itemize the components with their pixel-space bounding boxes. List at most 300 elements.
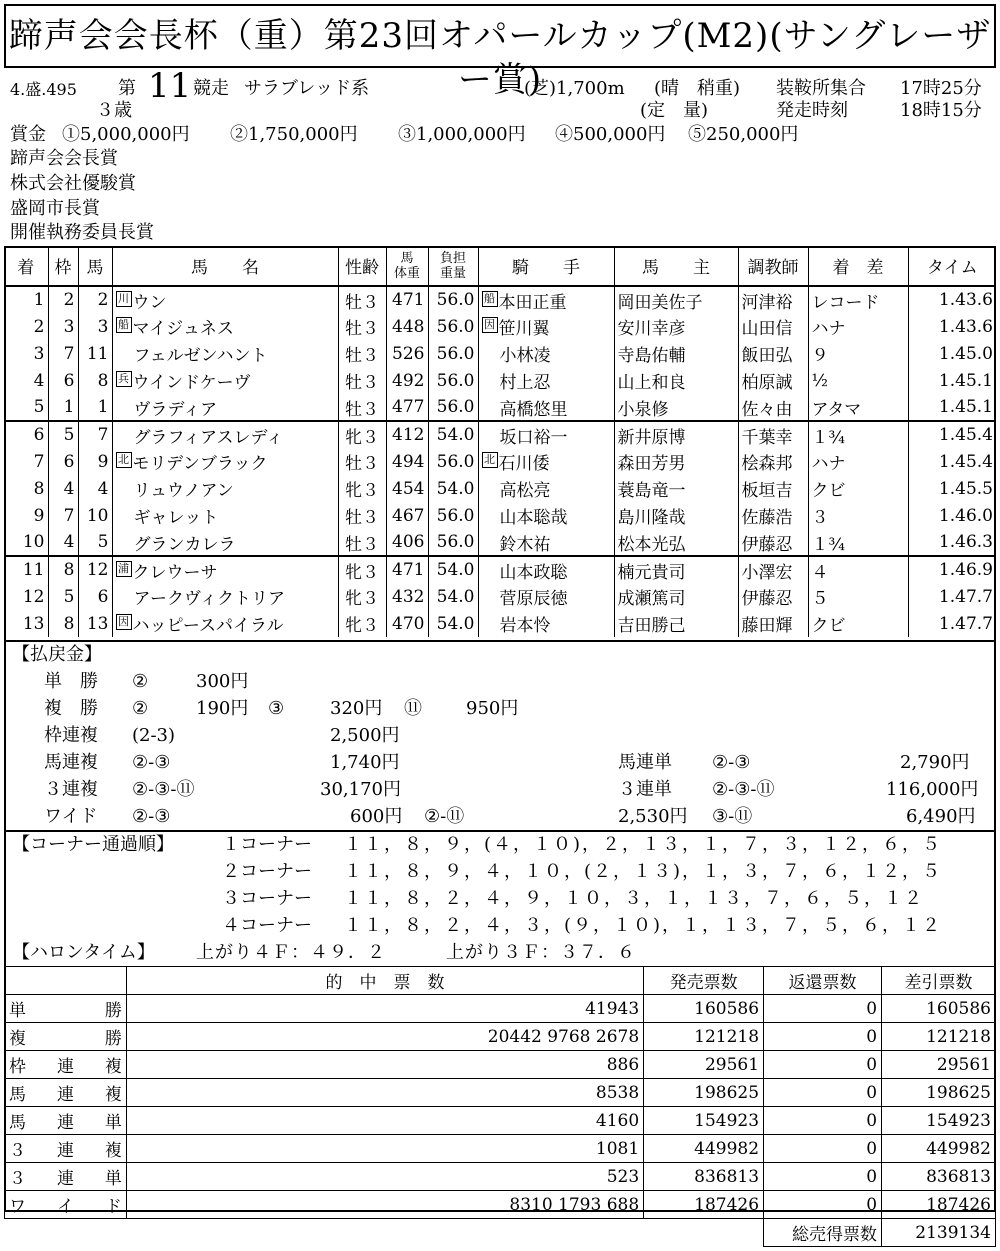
cell-num: 3 xyxy=(78,313,112,340)
votes-label xyxy=(5,1191,127,1219)
cell-time: 1.45.4 xyxy=(938,451,993,472)
affiliation-mark: 船 xyxy=(482,291,498,307)
votes-label-char: 複 xyxy=(104,1141,122,1161)
wide-combo-2: ②-⑪ xyxy=(424,806,465,827)
cell-time: 1.46.9 xyxy=(908,556,996,583)
cell-owner: 蓑島竜一 xyxy=(614,475,738,502)
cell-num: 7 xyxy=(78,421,112,448)
umatan-amount: 2,790円 xyxy=(900,752,970,773)
jockey-name: 村上忍 xyxy=(499,373,551,393)
votes-label xyxy=(5,1023,127,1051)
votes-label-spread xyxy=(9,1136,122,1161)
votes-refund: 0 xyxy=(764,1107,882,1135)
cell-sex-age: 牡３ xyxy=(338,502,386,529)
age-condition: ３歳 xyxy=(96,100,132,121)
cell-rank: 6 xyxy=(4,421,48,448)
cell-rank: 13 xyxy=(4,610,48,637)
affiliation-mark: 因 xyxy=(482,317,498,333)
cell-trainer: 飯田弘 xyxy=(738,340,808,367)
horse-name: グラフィアスレディ xyxy=(133,427,284,448)
sanrentan-amount: 116,000円 xyxy=(886,779,979,800)
weather-track: (晴 稍重) xyxy=(654,78,741,99)
cell-num: 10 xyxy=(78,502,112,529)
cell-num: 9 xyxy=(78,448,112,475)
cell-num: 12 xyxy=(78,556,112,583)
votes-sold: 187426 xyxy=(644,1191,764,1219)
corner-1-label: １コーナー xyxy=(222,834,312,855)
cell-weight: 471 xyxy=(386,286,428,313)
cell-jockey xyxy=(478,367,614,394)
votes-refund: 0 xyxy=(764,1023,882,1051)
votes-label-char: 馬 xyxy=(9,1113,26,1133)
cell-waku: 3 xyxy=(48,313,78,340)
cell-trainer: 藤田輝 xyxy=(738,610,808,637)
votes-label-char: 複 xyxy=(104,1057,122,1077)
award-4: 開催執務委員長賞 xyxy=(10,222,154,243)
fukusho-combo-3: ⑪ xyxy=(404,698,422,719)
horse-name: フェルゼンハント xyxy=(133,346,268,366)
wide-combo-3: ③-⑪ xyxy=(712,806,753,827)
votes-sold: 836813 xyxy=(644,1163,764,1191)
cell-horse xyxy=(112,583,338,610)
results-row xyxy=(4,367,996,394)
cell-horse xyxy=(112,421,338,448)
votes-label xyxy=(5,1107,127,1135)
header-time: タイム xyxy=(908,246,996,286)
cell-sex-age: 牡３ xyxy=(338,286,386,313)
votes-table xyxy=(4,966,996,1247)
header-jockey: 騎 手 xyxy=(478,246,614,286)
results-row xyxy=(4,583,996,610)
header-horse: 馬 名 xyxy=(112,246,338,286)
cell-waku: 6 xyxy=(48,448,78,475)
cell-waku: 7 xyxy=(48,502,78,529)
votes-label-spread xyxy=(9,1080,122,1105)
cell-jockey xyxy=(478,394,614,421)
jockey-name: 笹川翼 xyxy=(498,319,550,339)
votes-label-char: 枠 xyxy=(9,1057,26,1077)
jockey-name: 鈴木祐 xyxy=(499,534,551,555)
header-waku: 枠 xyxy=(48,246,78,286)
umaren-amount: 1,740円 xyxy=(330,752,400,773)
corner-1-order: １１，８，９，(４，１０)，２，１３，１，７，３，１２，６，５ xyxy=(344,834,943,855)
votes-sold: 198625 xyxy=(644,1079,764,1107)
affiliation-mark: 浦 xyxy=(116,561,132,577)
horse-name: マイジュネス xyxy=(132,319,234,339)
award-2: 株式会社優駿賞 xyxy=(10,173,136,194)
race-number: 11 xyxy=(148,66,192,106)
sanrentan-label: ３連単 xyxy=(618,779,672,800)
cell-trainer: 板垣吉 xyxy=(738,475,808,502)
cell-waku: 2 xyxy=(48,286,78,313)
votes-label xyxy=(5,1135,127,1163)
wide-combo-1: ②-③ xyxy=(132,806,171,827)
fukusho-amount-2: 320円 xyxy=(330,698,383,719)
cell-margin: ５ xyxy=(808,583,908,610)
votes-label-char: 馬 xyxy=(9,1085,26,1105)
votes-label-spread xyxy=(9,1108,122,1133)
votes-hit: 8310 1793 688 xyxy=(126,1191,643,1219)
divider-payouts-corners xyxy=(4,830,996,832)
horse-name: アークヴィクトリア xyxy=(133,589,285,609)
votes-body xyxy=(5,995,996,1219)
results-header-row xyxy=(4,246,996,286)
votes-row xyxy=(5,1163,996,1191)
votes-header-sold: 発売票数 xyxy=(644,967,764,995)
cell-num: 5 xyxy=(78,529,112,556)
cell-owner: 山上和良 xyxy=(614,367,738,394)
cell-jockey xyxy=(478,583,614,610)
cell-sex-age: 牝３ xyxy=(338,583,386,610)
prize-3: ③1,000,000円 xyxy=(398,124,526,145)
fukusho-combo-1: ② xyxy=(132,698,149,719)
cell-burden: 54.0 xyxy=(428,421,478,448)
cell-jockey xyxy=(478,313,614,340)
votes-row xyxy=(5,1023,996,1051)
cell-weight: 467 xyxy=(386,502,428,529)
results-row xyxy=(4,556,996,583)
cell-waku: 6 xyxy=(48,367,78,394)
cell-time: 1.45.5 xyxy=(938,478,993,499)
cell-horse xyxy=(112,367,338,394)
fukusho-amount-1: 190円 xyxy=(196,698,249,719)
cell-burden: 54.0 xyxy=(428,556,478,583)
cell-weight: 477 xyxy=(386,394,428,421)
votes-refund: 0 xyxy=(764,1191,882,1219)
votes-row xyxy=(5,995,996,1023)
payout-heading: 【払戻金】 xyxy=(12,644,102,665)
results-body xyxy=(4,286,996,637)
votes-label-spread xyxy=(9,1024,122,1049)
course: (芝)1,700m xyxy=(524,78,625,99)
cell-jockey xyxy=(478,475,614,502)
votes-label-char: 連 xyxy=(56,1169,74,1189)
header-margin: 着 差 xyxy=(808,246,908,286)
votes-label-char: 複 xyxy=(9,1029,26,1049)
cell-burden: 56.0 xyxy=(428,529,478,556)
votes-net: 198625 xyxy=(882,1079,996,1107)
cell-time: 1.46.3 xyxy=(938,532,993,552)
votes-label-char: ド xyxy=(104,1197,122,1217)
votes-net: 160586 xyxy=(882,995,996,1023)
votes-sold: 121218 xyxy=(644,1023,764,1051)
cell-burden: 56.0 xyxy=(428,340,478,367)
cell-burden: 54.0 xyxy=(428,475,478,502)
cell-time: 1.47.7 xyxy=(938,586,993,607)
race-prefix: 第 xyxy=(118,78,136,99)
cell-jockey xyxy=(478,502,614,529)
jockey-name: 山本聡哉 xyxy=(499,508,568,528)
jockey-name: 小林凌 xyxy=(499,346,551,366)
votes-net: 836813 xyxy=(882,1163,996,1191)
cell-owner: 森田芳男 xyxy=(614,448,738,475)
votes-hit: 523 xyxy=(126,1163,643,1191)
cell-jockey xyxy=(478,421,614,448)
jockey-name: 高松亮 xyxy=(499,481,551,501)
total-value: 2139134 xyxy=(882,1219,996,1247)
votes-sold: 449982 xyxy=(644,1135,764,1163)
votes-hit: 886 xyxy=(126,1051,643,1079)
header-weight-bottom: 体重 xyxy=(393,265,420,281)
votes-refund: 0 xyxy=(764,1079,882,1107)
cell-margin: レコード xyxy=(808,286,908,313)
affiliation-mark: 北 xyxy=(482,452,498,468)
cell-weight: 470 xyxy=(386,610,428,637)
cell-sex-age: 牡３ xyxy=(338,448,386,475)
votes-refund: 0 xyxy=(764,1051,882,1079)
votes-label-char: ３ xyxy=(9,1169,26,1189)
post-time: 18時15分 xyxy=(900,100,982,121)
cell-trainer: 伊藤忍 xyxy=(738,583,808,610)
affiliation-mark: 川 xyxy=(116,291,132,307)
fukusho-combo-2: ③ xyxy=(268,698,285,719)
votes-label-char: 連 xyxy=(56,1113,74,1133)
fukusho-amount-3: 950円 xyxy=(466,698,519,719)
jockey-name: 坂口裕一 xyxy=(499,427,568,448)
cell-waku: 1 xyxy=(48,394,78,421)
cell-jockey xyxy=(478,529,614,556)
cell-rank: 12 xyxy=(4,583,48,610)
fukusho-label: 複 勝 xyxy=(44,698,98,719)
corner-4-label: ４コーナー xyxy=(222,915,312,936)
cell-margin: ９ xyxy=(808,340,908,367)
votes-row xyxy=(5,1079,996,1107)
cell-owner: 小泉修 xyxy=(614,394,738,421)
votes-net: 29561 xyxy=(882,1051,996,1079)
cell-horse xyxy=(112,394,338,421)
sanrenpuku-amount: 30,170円 xyxy=(320,779,401,800)
sanrenpuku-label: ３連複 xyxy=(44,779,98,800)
votes-label-char: 単 xyxy=(9,1001,26,1021)
award-1: 蹄声会会長賞 xyxy=(10,148,118,169)
cell-horse xyxy=(112,340,338,367)
votes-header-row xyxy=(5,967,996,995)
cell-rank: 1 xyxy=(4,286,48,313)
votes-hit: 1081 xyxy=(126,1135,643,1163)
cell-trainer: 伊藤忍 xyxy=(738,529,808,556)
votes-label xyxy=(5,995,127,1023)
cell-time: 1.43.6 xyxy=(938,316,993,337)
prize-1: ①5,000,000円 xyxy=(62,124,190,145)
cell-margin: ½ xyxy=(808,367,908,394)
breed: サラブレッド系 xyxy=(244,78,370,99)
furlong-heading: 【ハロンタイム】 xyxy=(12,942,155,963)
results-row xyxy=(4,610,996,637)
votes-net: 187426 xyxy=(882,1191,996,1219)
prize-label: 賞金 xyxy=(10,124,46,145)
horse-name: リュウノアン xyxy=(133,481,234,501)
cell-burden: 56.0 xyxy=(428,502,478,529)
jockey-name: 高橋悠里 xyxy=(499,399,568,420)
sanrenpuku-combo: ②-③-⑪ xyxy=(132,779,195,800)
cell-burden: 56.0 xyxy=(428,313,478,340)
cell-horse xyxy=(112,502,338,529)
cell-owner: 安川幸彦 xyxy=(614,313,738,340)
votes-label-char: 勝 xyxy=(104,1029,122,1049)
cell-horse xyxy=(112,475,338,502)
umaren-label: 馬連複 xyxy=(44,752,98,773)
votes-hit: 20442 9768 2678 xyxy=(126,1023,643,1051)
cell-weight: 494 xyxy=(386,448,428,475)
umatan-label: 馬連単 xyxy=(618,752,672,773)
cell-rank: 10 xyxy=(4,529,48,556)
cell-waku: 4 xyxy=(48,475,78,502)
cell-burden: 56.0 xyxy=(428,367,478,394)
paddock-label: 装鞍所集合 xyxy=(776,78,866,99)
votes-header-hit: 的 中 票 数 xyxy=(126,967,643,995)
cell-num: 11 xyxy=(78,340,112,367)
cell-weight: 454 xyxy=(386,475,428,502)
cell-weight: 432 xyxy=(386,583,428,610)
cell-waku: 5 xyxy=(48,421,78,448)
weight-rule: (定 量) xyxy=(640,100,709,121)
votes-hit: 8538 xyxy=(126,1079,643,1107)
cell-trainer: 千葉幸 xyxy=(738,421,808,448)
cell-rank: 11 xyxy=(4,556,48,583)
cell-horse xyxy=(112,286,338,313)
horse-name: クレウーサ xyxy=(132,562,218,583)
votes-label xyxy=(5,1163,127,1191)
wakuren-amount: 2,500円 xyxy=(330,725,400,746)
cell-trainer: 山田信 xyxy=(738,313,808,340)
header-trainer: 調教師 xyxy=(738,246,808,286)
divider-results-payouts xyxy=(4,640,996,642)
meeting-code: 4.盛.495 xyxy=(10,80,77,99)
cell-time: 1.43.6 xyxy=(938,290,993,310)
votes-net: 154923 xyxy=(882,1107,996,1135)
votes-label-char: ３ xyxy=(9,1141,26,1161)
votes-row xyxy=(5,1051,996,1079)
cell-margin: クビ xyxy=(808,610,908,637)
jockey-name: 本田正重 xyxy=(498,292,567,313)
cell-num: 6 xyxy=(78,583,112,610)
cell-margin: ４ xyxy=(808,556,908,583)
horse-name: ギャレット xyxy=(133,508,219,528)
corner-4-order: １１，８，２，４，３，(９，１０)，１，１３，７，５，６，１２ xyxy=(344,915,943,936)
cell-horse xyxy=(112,448,338,475)
affiliation-mark: 兵 xyxy=(116,371,132,387)
sanrentan-combo: ②-③-⑪ xyxy=(712,779,775,800)
votes-label-char: 勝 xyxy=(104,1001,122,1021)
cell-owner: 松本光弘 xyxy=(614,529,738,556)
results-row xyxy=(4,313,996,340)
cell-owner: 吉田勝己 xyxy=(614,610,738,637)
votes-label-char: ワ xyxy=(9,1197,26,1217)
votes-total-spacer xyxy=(5,1219,764,1247)
votes-label-spread xyxy=(9,996,122,1021)
votes-label-spread xyxy=(9,1052,122,1077)
cell-rank: 9 xyxy=(4,502,48,529)
jockey-name: 山本政聡 xyxy=(499,562,568,583)
cell-owner: 楠元貴司 xyxy=(614,556,738,583)
jockey-name: 石川倭 xyxy=(498,454,550,474)
votes-label-char: イ xyxy=(56,1197,74,1217)
cell-burden: 56.0 xyxy=(428,394,478,421)
cell-trainer: 佐々由 xyxy=(738,394,808,421)
cell-sex-age: 牡３ xyxy=(338,340,386,367)
results-row xyxy=(4,394,996,421)
cell-sex-age: 牝３ xyxy=(338,475,386,502)
cell-rank: 5 xyxy=(4,394,48,421)
cell-time: 1.47.7 xyxy=(938,613,993,634)
prize-4: ④500,000円 xyxy=(555,124,666,145)
cell-horse xyxy=(112,313,338,340)
header-rank: 着 xyxy=(4,246,48,286)
cell-horse xyxy=(112,556,338,583)
cell-time: 1.45.4 xyxy=(908,421,996,448)
votes-sold: 154923 xyxy=(644,1107,764,1135)
cell-burden: 56.0 xyxy=(428,286,478,313)
cell-time: 1.46.0 xyxy=(938,505,993,526)
cell-num: 4 xyxy=(78,475,112,502)
votes-label-char: 複 xyxy=(104,1085,122,1105)
corner-3-label: ３コーナー xyxy=(222,888,312,909)
cell-time: 1.45.1 xyxy=(938,370,993,391)
cell-time: 1.45.0 xyxy=(938,343,993,364)
votes-total-row xyxy=(5,1219,996,1247)
cell-num: 2 xyxy=(78,286,112,313)
cell-burden: 56.0 xyxy=(428,448,478,475)
cell-waku: 4 xyxy=(48,529,78,556)
header-burden-top: 負担 xyxy=(439,250,466,266)
votes-label xyxy=(5,1051,127,1079)
votes-refund: 0 xyxy=(764,995,882,1023)
results-row xyxy=(4,340,996,367)
affiliation-mark: 船 xyxy=(116,317,132,333)
cell-jockey xyxy=(478,556,614,583)
votes-label-char: 連 xyxy=(56,1141,74,1161)
cell-burden: 54.0 xyxy=(428,583,478,610)
votes-hit: 4160 xyxy=(126,1107,643,1135)
votes-label-spread xyxy=(9,1192,122,1217)
cell-trainer: 桧森邦 xyxy=(738,448,808,475)
paddock-time: 17時25分 xyxy=(900,78,982,99)
cell-weight: 492 xyxy=(386,367,428,394)
cell-margin: ハナ xyxy=(808,313,908,340)
cell-waku: 5 xyxy=(48,583,78,610)
post-label: 発走時刻 xyxy=(776,100,848,121)
cell-sex-age: 牡３ xyxy=(338,313,386,340)
total-label: 総売得票数 xyxy=(764,1219,882,1247)
umatan-combo: ②-③ xyxy=(712,752,751,773)
cell-owner: 新井原博 xyxy=(614,421,738,448)
votes-label-char: 単 xyxy=(104,1169,122,1189)
results-row xyxy=(4,475,996,502)
cell-owner: 島川隆哉 xyxy=(614,502,738,529)
cell-weight: 526 xyxy=(386,340,428,367)
cell-trainer: 佐藤浩 xyxy=(738,502,808,529)
award-3: 盛岡市長賞 xyxy=(10,198,100,219)
horse-name: ハッピースパイラル xyxy=(132,616,284,636)
header-burden-bottom: 重量 xyxy=(439,265,466,281)
wakuren-combo: (2-3) xyxy=(132,725,176,746)
tansho-amount: 300円 xyxy=(196,671,249,692)
votes-header-net: 差引票数 xyxy=(882,967,996,995)
cell-weight: 471 xyxy=(386,556,428,583)
results-row xyxy=(4,502,996,529)
cell-margin: １¾ xyxy=(808,421,908,448)
cell-sex-age: 牡３ xyxy=(338,529,386,556)
cell-trainer: 河津裕 xyxy=(738,286,808,313)
votes-row xyxy=(5,1135,996,1163)
votes-refund: 0 xyxy=(764,1163,882,1191)
votes-sold: 29561 xyxy=(644,1051,764,1079)
header-weight xyxy=(386,246,428,286)
results-row xyxy=(4,529,996,556)
cell-jockey xyxy=(478,286,614,313)
prize-5: ⑤250,000円 xyxy=(688,124,799,145)
horse-name: モリデンブラック xyxy=(132,454,268,474)
